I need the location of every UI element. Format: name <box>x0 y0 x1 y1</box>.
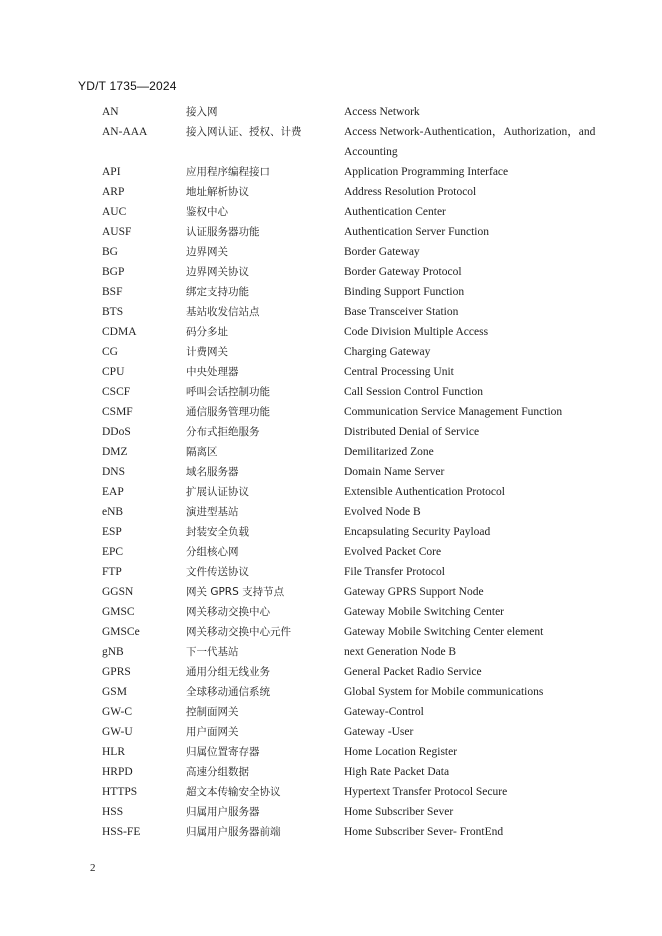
abbreviation-row <box>0 662 662 682</box>
abbreviation-row <box>0 622 662 642</box>
page-number: 2 <box>90 862 96 874</box>
chinese-definition: 分布式拒绝服务 <box>186 426 260 438</box>
english-definition: Domain Name Server <box>344 466 445 478</box>
chinese-definition: 地址解析协议 <box>186 186 249 198</box>
chinese-definition: 呼叫会话控制功能 <box>186 386 270 398</box>
english-definition: Communication Service Management Function <box>344 406 563 418</box>
english-definition: Charging Gateway <box>344 346 431 358</box>
abbreviation-term: CSCF <box>102 386 131 398</box>
english-definition: Code Division Multiple Access <box>344 326 489 338</box>
chinese-definition: 边界网关 <box>186 246 228 258</box>
chinese-definition: 认证服务器功能 <box>186 226 260 238</box>
abbreviation-row <box>0 562 662 582</box>
english-definition: Application Programming Interface <box>344 166 509 178</box>
abbreviation-term: ESP <box>102 526 122 538</box>
chinese-definition: 封装安全负载 <box>186 526 249 538</box>
abbreviation-row <box>0 402 662 422</box>
english-definition: Encapsulating Security Payload <box>344 526 491 538</box>
abbreviation-term: DMZ <box>102 446 128 458</box>
abbreviation-row <box>0 782 662 802</box>
abbreviation-term: EPC <box>102 546 124 558</box>
english-definition: Hypertext Transfer Protocol Secure <box>344 786 508 798</box>
english-definition: Access Network-Authentication，Authorization，and Accounting <box>344 126 596 158</box>
english-definition: Home Subscriber Sever- FrontEnd <box>344 826 504 838</box>
english-definition: Border Gateway <box>344 246 420 258</box>
chinese-definition: 网关移动交换中心 <box>186 606 270 618</box>
english-definition: Access Network <box>344 106 420 118</box>
abbreviation-row <box>0 742 662 762</box>
chinese-definition: 计费网关 <box>186 346 228 358</box>
chinese-definition: 应用程序编程接口 <box>186 166 270 178</box>
abbreviation-row <box>0 462 662 482</box>
abbreviation-term: BTS <box>102 306 124 318</box>
english-definition: Border Gateway Protocol <box>344 266 462 278</box>
chinese-definition: 域名服务器 <box>186 466 239 478</box>
english-definition: Evolved Node B <box>344 506 421 518</box>
chinese-definition: 中央处理器 <box>186 366 239 378</box>
chinese-definition: 网关移动交换中心元件 <box>186 626 291 638</box>
abbreviation-row <box>0 602 662 622</box>
abbreviation-term: DNS <box>102 466 126 478</box>
abbreviation-term: HLR <box>102 746 125 758</box>
abbreviation-term: GGSN <box>102 586 134 598</box>
abbreviation-term: DDoS <box>102 426 131 438</box>
abbreviation-term: API <box>102 166 121 178</box>
abbreviation-row <box>0 422 662 442</box>
abbreviation-row <box>0 442 662 462</box>
abbreviation-term: BSF <box>102 286 123 298</box>
chinese-definition: 鉴权中心 <box>186 206 228 218</box>
english-definition: Binding Support Function <box>344 286 465 298</box>
english-definition: next Generation Node B <box>344 646 457 658</box>
chinese-definition: 全球移动通信系统 <box>186 686 270 698</box>
abbreviation-term: eNB <box>102 506 124 518</box>
abbreviation-term: EAP <box>102 486 124 498</box>
abbreviation-term: AUSF <box>102 226 132 238</box>
abbreviation-row <box>0 162 662 182</box>
english-definition: General Packet Radio Service <box>344 666 482 678</box>
english-definition: Distributed Denial of Service <box>344 426 480 438</box>
abbreviation-row <box>0 802 662 822</box>
abbreviation-term: CG <box>102 346 118 358</box>
abbreviation-term: GSM <box>102 686 127 698</box>
abbreviation-term: HSS-FE <box>102 826 141 838</box>
english-definition: Home Location Register <box>344 746 458 758</box>
english-definition: Authentication Center <box>344 206 446 218</box>
abbreviation-term: HTTPS <box>102 786 138 798</box>
chinese-definition: 归属位置寄存器 <box>186 746 260 758</box>
abbreviation-row <box>0 722 662 742</box>
chinese-definition: 基站收发信站点 <box>186 306 260 318</box>
abbreviation-term: GMSC <box>102 606 135 618</box>
abbreviation-term: FTP <box>102 566 122 578</box>
document-number-header: YD/T 1735—2024 <box>78 79 177 93</box>
abbreviation-row <box>0 642 662 662</box>
english-definition: Gateway Mobile Switching Center <box>344 606 505 618</box>
chinese-definition: 通信服务管理功能 <box>186 406 270 418</box>
chinese-definition: 高速分组数据 <box>186 766 249 778</box>
abbreviation-row <box>0 582 662 602</box>
chinese-definition: 文件传送协议 <box>186 566 249 578</box>
english-definition: Evolved Packet Core <box>344 546 442 558</box>
chinese-definition: 分组核心网 <box>186 546 239 558</box>
abbreviation-row <box>0 362 662 382</box>
abbreviation-list <box>0 102 662 842</box>
abbreviation-term: CPU <box>102 366 125 378</box>
abbreviation-row <box>0 302 662 322</box>
abbreviation-term: AN-AAA <box>102 126 148 138</box>
abbreviation-term: GW-U <box>102 726 133 738</box>
english-definition: Home Subscriber Sever <box>344 806 454 818</box>
english-definition: Address Resolution Protocol <box>344 186 477 198</box>
english-definition: Demilitarized Zone <box>344 446 434 458</box>
abbreviation-term: AN <box>102 106 119 118</box>
chinese-definition: 用户面网关 <box>186 726 239 738</box>
chinese-definition: 演进型基站 <box>186 506 239 518</box>
abbreviation-row <box>0 382 662 402</box>
abbreviation-row <box>0 282 662 302</box>
abbreviation-row <box>0 182 662 202</box>
chinese-definition: 超文本传输安全协议 <box>186 786 281 798</box>
abbreviation-row <box>0 202 662 222</box>
english-definition: Gateway Mobile Switching Center element <box>344 626 544 638</box>
chinese-definition: 隔离区 <box>186 446 218 458</box>
english-definition: Central Processing Unit <box>344 366 454 378</box>
chinese-definition: 接入网 <box>186 106 218 118</box>
abbreviation-row <box>0 502 662 522</box>
abbreviation-row <box>0 482 662 502</box>
abbreviation-row <box>0 262 662 282</box>
abbreviation-term: HSS <box>102 806 124 818</box>
chinese-definition: 网关 GPRS 支持节点 <box>186 586 285 598</box>
english-definition: Authentication Server Function <box>344 226 489 238</box>
chinese-definition: 控制面网关 <box>186 706 239 718</box>
abbreviation-row <box>0 522 662 542</box>
chinese-definition: 归属用户服务器 <box>186 806 260 818</box>
english-definition: Global System for Mobile communications <box>344 686 544 698</box>
abbreviation-row <box>0 322 662 342</box>
abbreviation-term: GW-C <box>102 706 133 718</box>
abbreviation-row <box>0 222 662 242</box>
abbreviation-term: GPRS <box>102 666 131 678</box>
abbreviation-row <box>0 102 662 122</box>
english-definition: Extensible Authentication Protocol <box>344 486 505 498</box>
abbreviation-row <box>0 342 662 362</box>
abbreviation-row <box>0 122 662 162</box>
chinese-definition: 下一代基站 <box>186 646 239 658</box>
abbreviation-term: BG <box>102 246 118 258</box>
abbreviation-term: HRPD <box>102 766 133 778</box>
chinese-definition: 归属用户服务器前端 <box>186 826 281 838</box>
chinese-definition: 扩展认证协议 <box>186 486 249 498</box>
abbreviation-term: BGP <box>102 266 125 278</box>
english-definition: High Rate Packet Data <box>344 766 450 778</box>
abbreviation-term: CDMA <box>102 326 137 338</box>
abbreviation-term: ARP <box>102 186 125 198</box>
abbreviation-term: AUC <box>102 206 127 218</box>
abbreviation-row <box>0 542 662 562</box>
english-definition: Gateway-Control <box>344 706 424 718</box>
chinese-definition: 通用分组无线业务 <box>186 666 270 678</box>
english-definition: Gateway -User <box>344 726 414 738</box>
english-definition: Gateway GPRS Support Node <box>344 586 484 598</box>
chinese-definition: 码分多址 <box>186 326 228 338</box>
abbreviation-row <box>0 762 662 782</box>
abbreviation-row <box>0 702 662 722</box>
chinese-definition: 绑定支持功能 <box>186 286 249 298</box>
abbreviation-row <box>0 242 662 262</box>
english-definition: Call Session Control Function <box>344 386 483 398</box>
abbreviation-row <box>0 682 662 702</box>
abbreviation-row <box>0 822 662 842</box>
chinese-definition: 边界网关协议 <box>186 266 249 278</box>
chinese-definition: 接入网认证、授权、计费 <box>186 126 302 138</box>
abbreviation-term: GMSCe <box>102 626 140 638</box>
abbreviation-term: CSMF <box>102 406 133 418</box>
english-definition: Base Transceiver Station <box>344 306 459 318</box>
english-definition: File Transfer Protocol <box>344 566 445 578</box>
abbreviation-term: gNB <box>102 646 124 658</box>
